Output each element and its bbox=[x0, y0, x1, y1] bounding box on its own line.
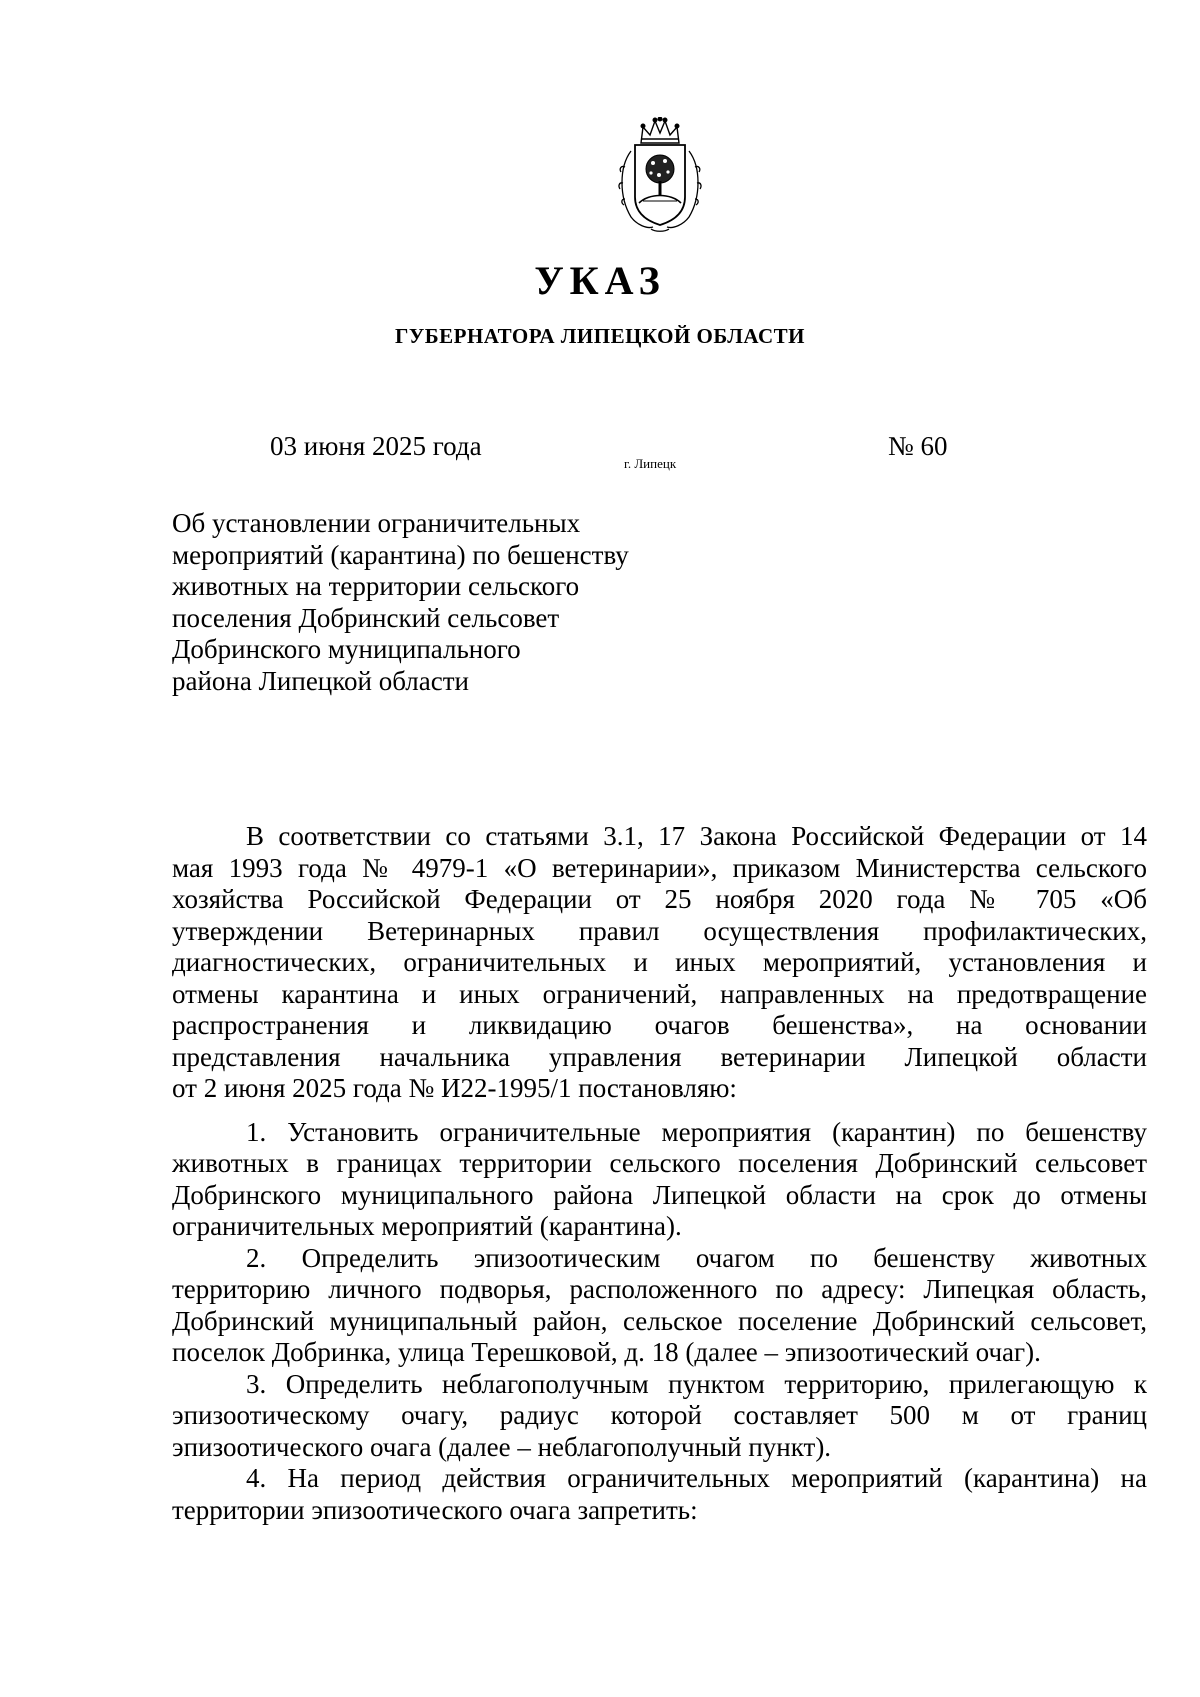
text-line: от 2 июня 2025 года № И22-1995/1 постановляю: bbox=[172, 1073, 737, 1103]
text-line: отмены карантина и иных ограничений, направленных на предотвращение bbox=[172, 978, 1147, 1009]
text-line: Добринского муниципального района Липецкой области на срок до отмены bbox=[172, 1179, 1147, 1210]
text-line: хозяйства Российской Федерации от 25 ноября 2020 года № 705 «Об bbox=[172, 884, 1147, 914]
heading-line: района Липецкой области bbox=[172, 665, 469, 696]
document-heading bbox=[172, 508, 732, 697]
text-line: Добринский муниципальный район, сельское поселение Добринский сельсовет, bbox=[172, 1305, 1147, 1336]
document-subtitle: ГУБЕРНАТОРА ЛИПЕЦКОЙ ОБЛАСТИ bbox=[394, 324, 806, 348]
text-line: ограничительных мероприятий (карантина). bbox=[172, 1211, 682, 1241]
item-4-paragraph bbox=[172, 1463, 1147, 1526]
preamble-paragraph bbox=[172, 821, 1147, 1105]
text-line: территорию личного подворья, расположенного по адресу: Липецкая область, bbox=[172, 1274, 1147, 1304]
item-3-paragraph bbox=[172, 1369, 1147, 1464]
text-line: территории эпизоотического очага запретить: bbox=[172, 1494, 698, 1525]
item-1-paragraph bbox=[172, 1117, 1147, 1243]
heading-line: мероприятий (карантина) по бешенству bbox=[172, 539, 629, 570]
text-line: поселок Добринка, улица Терешковой, д. 18 (далее – эпизоотический очаг). bbox=[172, 1337, 1041, 1367]
text-line: распространения и ликвидацию очагов бешенства», на основании bbox=[172, 1010, 1147, 1040]
text-line: 1. Установить ограничительные мероприятия (карантин) по бешенству bbox=[246, 1116, 1147, 1147]
heading-line: Об установлении ограничительных bbox=[172, 508, 581, 538]
heading-line: Добринского муниципального bbox=[172, 634, 521, 664]
heading-line: поселения Добринский сельсовет bbox=[172, 602, 560, 633]
document-date: 03 июня 2025 года bbox=[270, 431, 482, 461]
text-line: 4. На период действия ограничительных мероприятий (карантина) на bbox=[246, 1463, 1147, 1493]
text-line: В соответствии со статьями 3.1, 17 Закона Российской Федерации от 14 bbox=[246, 821, 1147, 851]
document-title: УКАЗ bbox=[534, 258, 666, 303]
text-line: животных в границах территории сельского поселения Добринский сельсовет bbox=[172, 1148, 1147, 1178]
text-line: мая 1993 года № 4979-1 «О ветеринарии», приказом Министерства сельского bbox=[172, 852, 1147, 883]
text-line: эпизоотическому очагу, радиус которой составляет 500 м от границ bbox=[172, 1400, 1147, 1430]
text-line: 3. Определить неблагополучным пунктом территорию, прилегающую к bbox=[246, 1368, 1147, 1399]
text-line: диагностических, ограничительных и иных мероприятий, установления и bbox=[172, 947, 1147, 977]
document-city: г. Липецк bbox=[624, 456, 677, 471]
text-line: утверждении Ветеринарных правил осуществления профилактических, bbox=[172, 915, 1147, 946]
document-body bbox=[172, 821, 1147, 1526]
text-line: 2. Определить эпизоотическим очагом по бешенству животных bbox=[246, 1242, 1147, 1273]
coat-of-arms-icon bbox=[613, 117, 707, 235]
item-2-paragraph bbox=[172, 1243, 1147, 1369]
document-number: № 60 bbox=[888, 431, 948, 461]
text-line: эпизоотического очага (далее – неблагополучный пункт). bbox=[172, 1431, 832, 1462]
heading-line: животных на территории сельского bbox=[172, 571, 580, 601]
text-line: представления начальника управления ветеринарии Липецкой области bbox=[172, 1041, 1147, 1072]
